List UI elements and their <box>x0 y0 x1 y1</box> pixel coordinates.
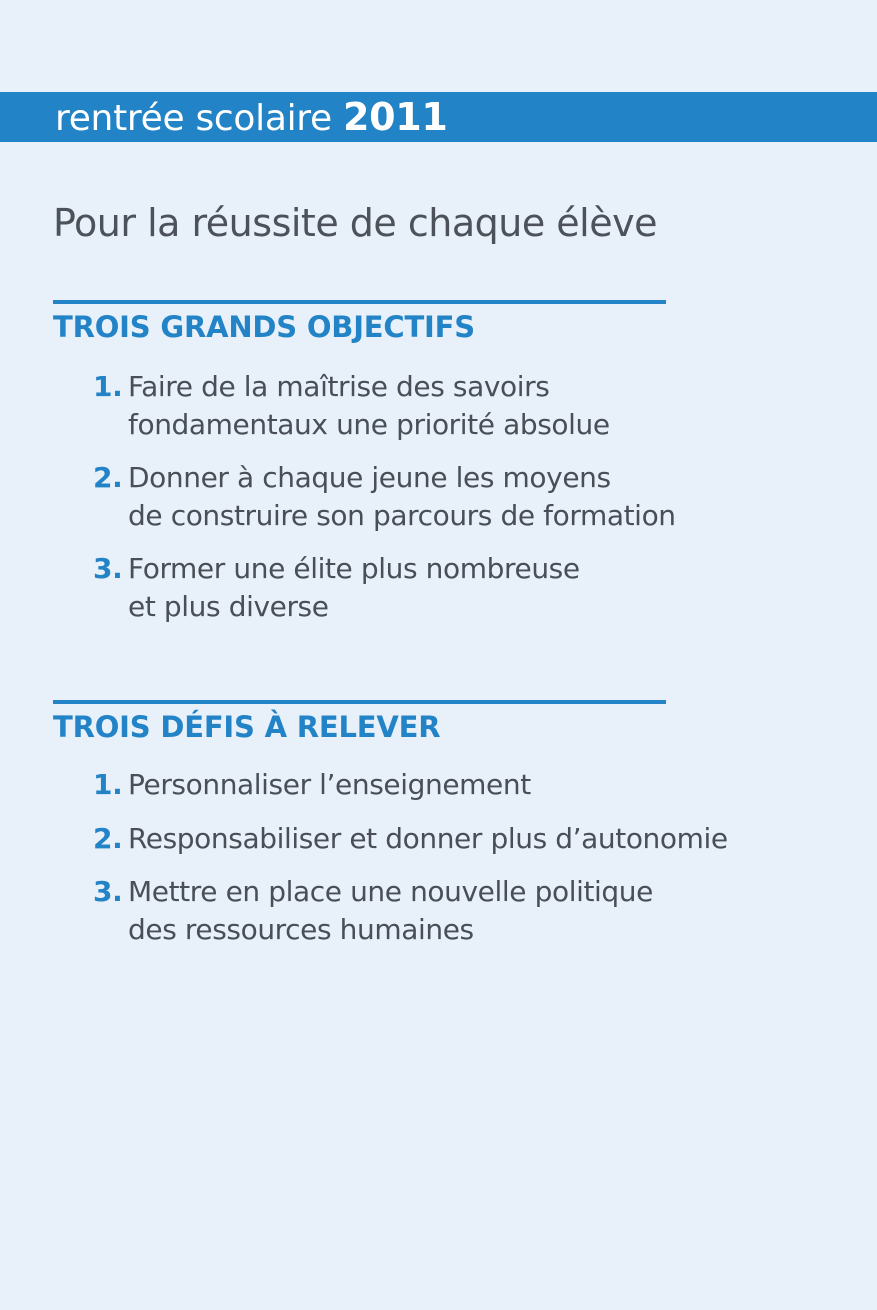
item-text-line: Faire de la maîtrise des savoirs <box>128 370 550 403</box>
item-text-line: Donner à chaque jeune les moyens <box>128 461 611 494</box>
section-heading: TROIS DÉFIS À RELEVER <box>53 710 441 744</box>
section-challenges <box>53 700 728 948</box>
challenges-list <box>53 766 728 948</box>
banner-year: 2011 <box>343 95 448 139</box>
header-banner <box>0 92 877 142</box>
item-text-line: des ressources humaines <box>128 912 474 946</box>
list-item <box>53 368 666 443</box>
item-text-line: et plus diverse <box>128 589 329 623</box>
list-item <box>53 766 666 804</box>
section-divider <box>53 300 666 304</box>
list-item <box>53 550 666 625</box>
item-number: 2. <box>93 461 123 494</box>
item-text-line: de construire son parcours de formation <box>128 498 676 532</box>
item-text-line: fondamentaux une priorité absolue <box>128 407 610 441</box>
objectives-list <box>53 368 676 625</box>
list-item <box>53 873 666 948</box>
banner-title <box>55 94 448 142</box>
item-number: 1. <box>93 768 123 801</box>
section-heading: TROIS GRANDS OBJECTIFS <box>53 310 475 344</box>
item-number: 3. <box>93 552 123 585</box>
item-number: 2. <box>93 821 123 855</box>
item-text-line: Personnaliser l’enseignement <box>128 768 531 801</box>
section-objectives <box>53 300 676 625</box>
item-number: 3. <box>93 875 123 908</box>
banner-label: rentrée scolaire <box>55 98 332 139</box>
list-item <box>53 459 676 534</box>
item-text-line: Mettre en place une nouvelle politique <box>128 875 653 908</box>
item-text-line: Responsabiliser et donner plus d’autonomie <box>128 821 728 855</box>
item-number: 1. <box>93 370 123 403</box>
page-title: Pour la réussite de chaque élève <box>53 201 657 245</box>
item-text-line: Former une élite plus nombreuse <box>128 552 580 585</box>
section-divider <box>53 700 666 704</box>
list-item <box>53 820 728 858</box>
